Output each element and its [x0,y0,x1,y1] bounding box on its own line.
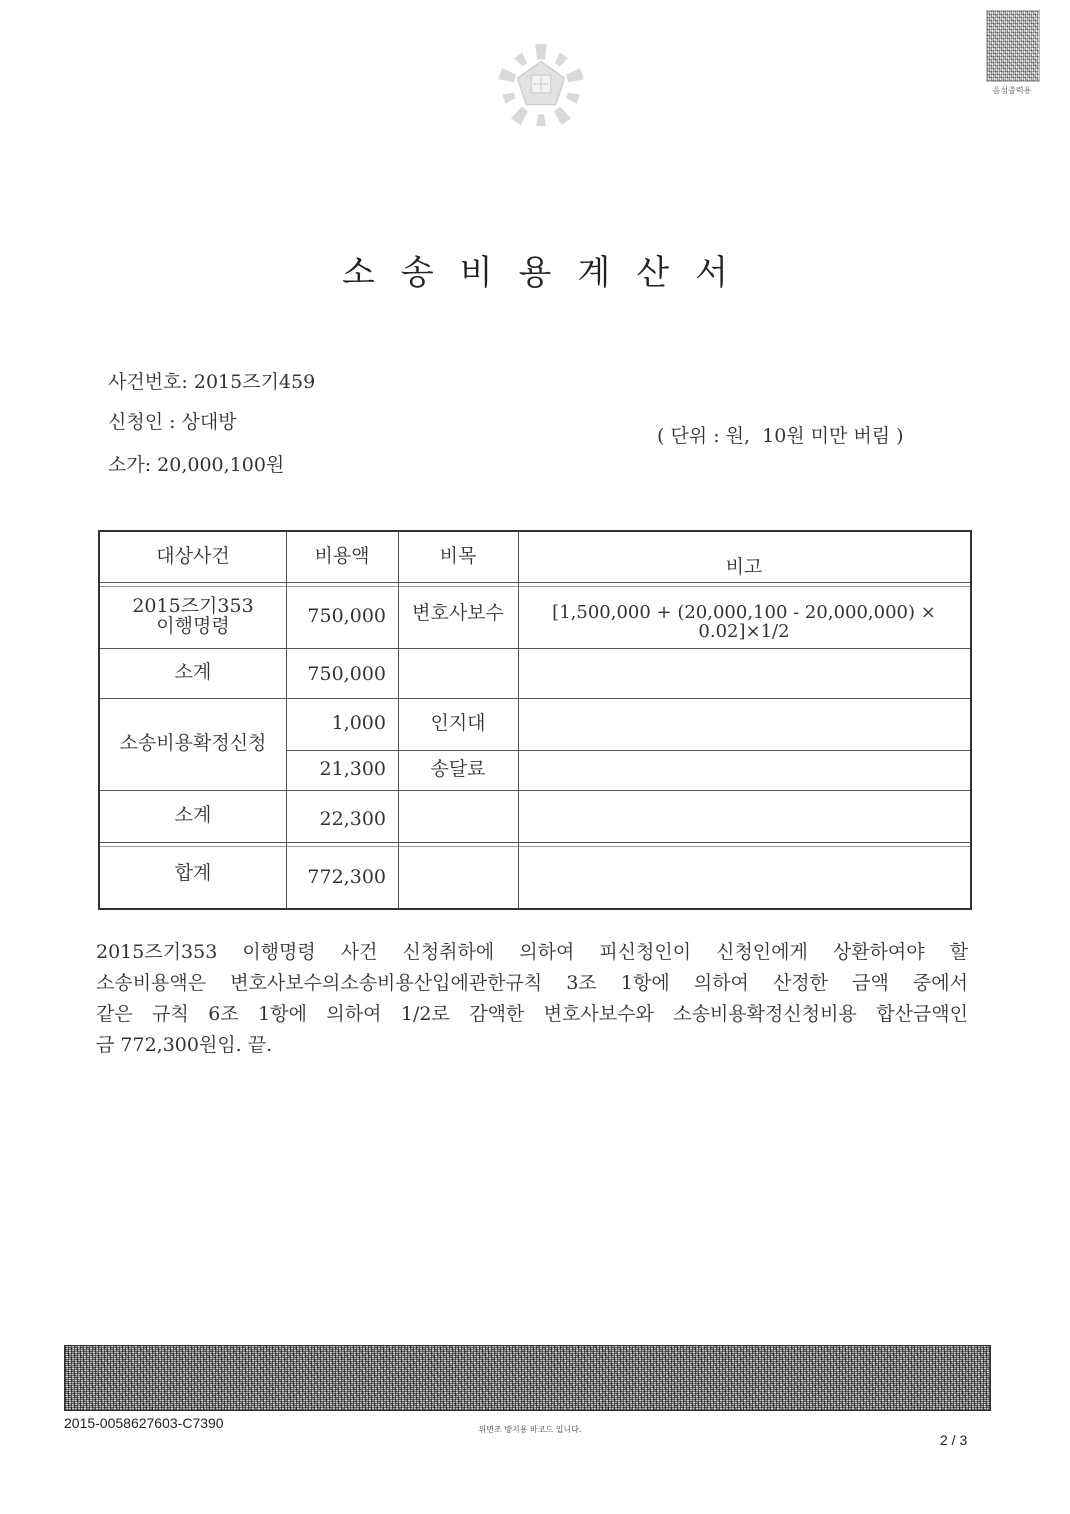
document-title: 소송비용계산서 [342,253,754,293]
service-fee-item: 송달료 [430,758,486,781]
header-note: 비고 [725,556,763,579]
header-target-case: 대상사건 [156,545,230,568]
subtotal1-label: 소계 [174,661,212,684]
applicant: 신청인 : 상대방 [108,411,237,433]
total-label: 합계 [174,862,212,885]
service-fee-amount: 21,300 [319,758,386,781]
explanation-paragraph [96,937,968,1061]
cost-table [98,530,972,910]
anti-forgery-barcode [64,1345,991,1411]
document-id: 2015-0058627603-C7390 [64,1415,224,1431]
page-number: 2 / 3 [940,1432,968,1448]
paragraph-line-4: 금 772,300원임. 끝. [96,1034,273,1056]
stamp-fee-item: 인지대 [430,712,486,735]
paragraph-line-2: 소송비용액은 변호사보수의소송비용산입에관한규칙 3조 1항에 의하여 산정한 금액 중에서 [96,972,968,994]
qr-code [986,10,1040,82]
row1-note: [1,500,000 + (20,000,100 - 20,000,000) × 0.02]×1/2 [552,602,936,642]
total-amount: 772,300 [307,866,386,889]
paragraph-line-1: 2015즈기353 이행명령 사건 신청취하에 의하여 피신청인이 신청인에게 상환하여야 할 [96,941,968,963]
stamp-fee-amount: 1,000 [331,712,386,735]
row1-item: 변호사보수 [412,602,504,625]
subtotal2-amount: 22,300 [319,808,386,831]
group2-label: 소송비용확정신청 [119,732,267,755]
subtotal1-amount: 750,000 [307,663,386,686]
barcode-note: 위변조 방지용 바코드 입니다. [478,1425,582,1434]
case-name-line1: 2015즈기353 [132,595,254,618]
case-number: 사건번호: 2015즈기459 [108,371,316,393]
case-name-line2: 이행명령 [156,615,230,637]
row1-amount: 750,000 [307,605,386,628]
table-row-case [100,586,286,648]
header-item: 비목 [439,545,477,568]
subtotal2-label: 소계 [174,804,212,827]
header-amount: 비용액 [314,545,370,568]
claim-value: 소가: 20,000,100원 [108,454,285,476]
paragraph-line-3: 같은 규칙 6조 1항에 의하여 1/2로 감액한 변호사보수와 소송비용확정신청비용 합산금액인 [96,1003,968,1025]
court-emblem-icon [492,38,590,130]
qr-code-label: 음성출력용 [992,86,1032,95]
unit-note: ( 단위 : 원, 10원 미만 버림 ) [657,425,904,447]
